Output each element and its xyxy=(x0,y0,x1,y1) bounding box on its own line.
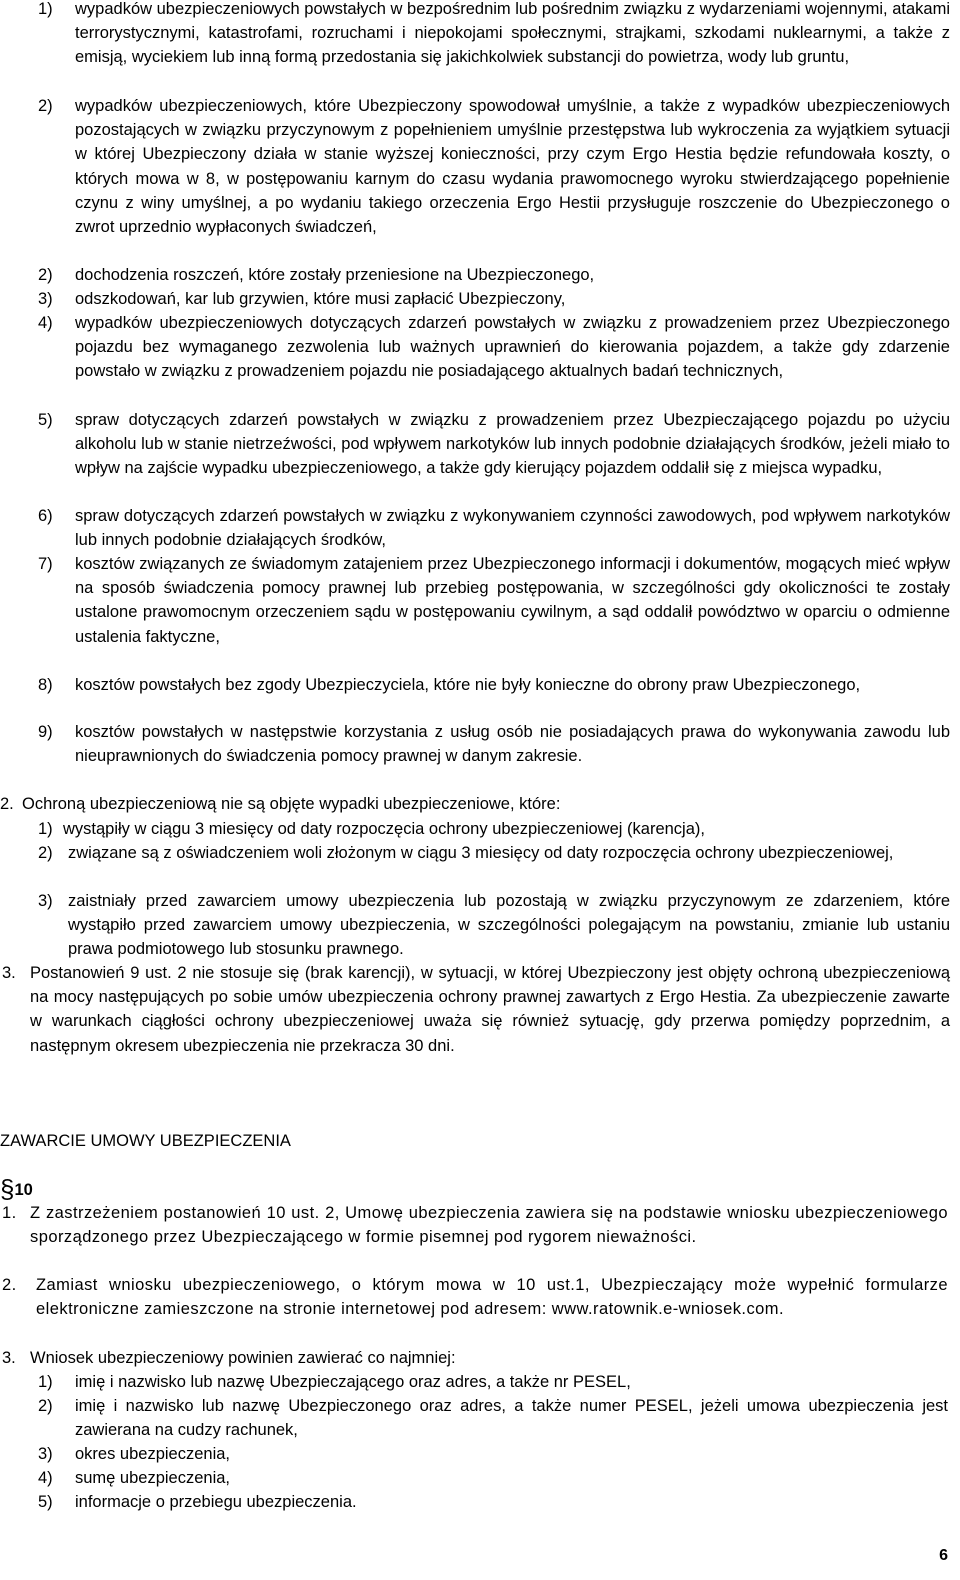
list-item xyxy=(38,287,950,311)
paragraph-value: 10 xyxy=(14,1181,33,1199)
section-text: Postanowień 9 ust. 2 nie stosuje się (brak karencji), w sytuacji, w której Ubezpieczony jest objęty ochroną ubezpieczeniową na mocy następujących po sobie umów ubezpieczenia ochrony prawnej zawartych z Ergo Hestia. Za ubezpieczenie zawarte w warunkach ciągłości ochrony ubezpieczeniowej uważa się również sytuację, gdy przerwa pomiędzy poprzednim, a następnym okresem ubezpieczenia nie przekracza 30 dni. xyxy=(30,964,950,1055)
list-number: 1) xyxy=(38,1373,53,1391)
list-text: dochodzenia roszczeń, które zostały przeniesione na Ubezpieczonego, xyxy=(75,266,595,284)
list-item xyxy=(38,817,950,841)
section-text: Zamiast wniosku ubezpieczeniowego, o którym mowa w 10 ust.1, Ubezpieczający może wypełnić formularze elektroniczne zamieszczone na stronie internetowej pod adresem: www.ratownik.e-wniosek.com. xyxy=(36,1276,948,1319)
section-heading: ZAWARCIE UMOWY UBEZPIECZENIA xyxy=(0,1132,291,1150)
list-text: wypadków ubezpieczeniowych powstałych w bezpośrednim lub pośrednim związku z wydarzeniami wojennymi, atakami terrorystycznymi, katastrofami, rozruchami i niepokojami społecznymi, strajkami, szkodami nuklearnymi, a także z emisją, wyciekiem lub inną formą przedostania się jakichkolwiek substancji do powietrza, wody lub gruntu, xyxy=(75,0,950,67)
list-text: spraw dotyczących zdarzeń powstałych w związku z wykonywaniem czynności zawodowych, pod wpływem narkotyków lub innych podobnie działających środków, xyxy=(75,507,950,550)
list-item xyxy=(38,0,950,70)
list-text: imię i nazwisko lub nazwę Ubezpieczonego oraz adres, a także numer PESEL, jeżeli umowa ubezpieczenia jest zawierana na cudzy rachunek, xyxy=(75,1397,948,1440)
section-item xyxy=(0,792,950,816)
list-number: 2) xyxy=(38,844,53,862)
list-text: wystąpiły w ciągu 3 miesięcy od daty rozpoczęcia ochrony ubezpieczeniowej (karencja), xyxy=(63,820,705,838)
list-item xyxy=(38,408,950,481)
list-item xyxy=(38,1394,948,1442)
list-number: 3) xyxy=(38,1445,53,1463)
list-number: 1) xyxy=(38,820,53,838)
list-number: 3) xyxy=(38,290,53,308)
list-text: kosztów powstałych bez zgody Ubezpieczyciela, które nie były konieczne do obrony praw Ubezpieczonego, xyxy=(75,676,861,694)
section-number: 3. xyxy=(2,1349,16,1367)
list-number: 2) xyxy=(38,266,53,284)
section-number: 1. xyxy=(2,1204,17,1222)
list-number: 1) xyxy=(38,0,53,18)
list-text: związane są z oświadczeniem woli złożonym w ciągu 3 miesięcy od daty rozpoczęcia ochrony ubezpieczeniowej, xyxy=(68,844,894,862)
list-item xyxy=(38,720,950,768)
section-item xyxy=(2,1346,948,1370)
list-item xyxy=(38,504,950,552)
list-item xyxy=(38,1370,948,1394)
list-item xyxy=(38,263,950,287)
list-number: 5) xyxy=(38,1493,53,1511)
list-number: 5) xyxy=(38,411,53,429)
list-item xyxy=(38,1490,948,1514)
list-number: 6) xyxy=(38,507,53,525)
paragraph-sign: § xyxy=(0,1174,15,1204)
section-text: Wniosek ubezpieczeniowy powinien zawierać co najmniej: xyxy=(30,1349,456,1367)
list-text: informacje o przebiegu ubezpieczenia. xyxy=(75,1493,357,1511)
list-number: 9) xyxy=(38,723,53,741)
list-text: kosztów związanych ze świadomym zatajeniem przez Ubezpieczonego informacji i dokumentów, mogących mieć wpływ na sposób świadczenia pomocy prawnej lub przebieg postępowania, w szczególności gdy okoliczności te zostały ustalone prawomocnym orzeczeniem sądu w postępowaniu cywilnym, a sąd oddalił powództwo w oparciu o odmienne ustalenia faktyczne, xyxy=(75,555,950,646)
list-number: 4) xyxy=(38,1469,53,1487)
section-item xyxy=(2,961,950,1058)
list-number: 4) xyxy=(38,314,53,332)
list-number: 8) xyxy=(38,676,53,694)
section-item xyxy=(2,1273,948,1321)
list-text: odszkodowań, kar lub grzywien, które musi zapłacić Ubezpieczony, xyxy=(75,290,566,308)
list-text: okres ubezpieczenia, xyxy=(75,1445,231,1463)
section-number: 2. xyxy=(0,795,14,813)
list-text: imię i nazwisko lub nazwę Ubezpieczającego oraz adres, a także nr PESEL, xyxy=(75,1373,631,1391)
list-text: wypadków ubezpieczeniowych, które Ubezpieczony spowodował umyślnie, a także z wypadków ubezpieczeniowych pozostających w związku przyczynowym z popełnieniem umyślnie przestępstwa lub wykroczenia za wyjątkiem sytuacji w której Ubezpieczony działa w stanie wyższej konieczności, przy czym Ergo Hestia będzie refundowała koszty, o których mowa w 8, w postępowaniu karnym do czasu wydania prawomocnego wyroku stwierdzającego popełnienie czynu z winy umyślnej, a po wydaniu takiego orzeczenia Ergo Hestii przysługuje roszczenie do Ubezpieczonego o zwrot uprzednio wypłaconych świadczeń, xyxy=(75,97,950,237)
section-number: 3. xyxy=(2,964,16,982)
list-item xyxy=(38,673,950,697)
paragraph-number xyxy=(0,1174,33,1204)
section-text: Ochroną ubezpieczeniową nie są objęte wypadki ubezpieczeniowe, które: xyxy=(22,795,561,813)
list-text: zaistniały przed zawarciem umowy ubezpieczenia lub pozostają w związku przyczynowym ze zdarzeniem, które wystąpiło przed zawarciem umowy ubezpieczenia, w szczególności polegającym na powstaniu, zmianie lub ustaniu prawa podmiotowego lub stosunku prawnego. xyxy=(68,892,950,959)
list-item xyxy=(38,841,950,865)
list-text: sumę ubezpieczenia, xyxy=(75,1469,231,1487)
page-number: 6 xyxy=(939,1547,948,1564)
section-item xyxy=(2,1201,948,1249)
list-text: spraw dotyczących zdarzeń powstałych w związku z prowadzeniem przez Ubezpieczającego pojazdu po użyciu alkoholu lub w stanie nietrzeźwości, pod wpływem narkotyków lub innych podobnie działających środków, jeżeli miało to wpływ na zajście wypadku ubezpieczeniowego, a także gdy kierujący pojazdem oddalił się z miejsca wypadku, xyxy=(75,411,950,478)
list-text: kosztów powstałych w następstwie korzystania z usług osób nie posiadających prawa do wykonywania zawodu lub nieuprawnionych do świadczenia pomocy prawnej w danym zakresie. xyxy=(75,723,950,766)
list-number: 2) xyxy=(38,97,53,115)
list-item xyxy=(38,1442,948,1466)
section-number: 2. xyxy=(2,1276,17,1294)
list-item xyxy=(38,552,950,649)
list-text: wypadków ubezpieczeniowych dotyczących zdarzeń powstałych w związku z prowadzeniem przez Ubezpieczonego pojazdu bez wymaganego zezwolenia lub ważnych uprawnień do kierowania pojazdem, a także gdy zdarzenie powstało w związku z prowadzeniem pojazdu nie posiadającego aktualnych badań technicznych, xyxy=(75,314,950,381)
list-item xyxy=(38,889,950,962)
list-item xyxy=(38,311,950,384)
list-item xyxy=(38,1466,948,1490)
list-number: 3) xyxy=(38,892,53,910)
list-item xyxy=(38,94,950,239)
list-number: 2) xyxy=(38,1397,53,1415)
list-number: 7) xyxy=(38,555,53,573)
section-text: Z zastrzeżeniem postanowień 10 ust. 2, Umowę ubezpieczenia zawiera się na podstawie wniosku ubezpieczeniowego sporządzonego przez Ubezpieczającego w formie pisemnej pod rygorem nieważności. xyxy=(30,1204,948,1247)
